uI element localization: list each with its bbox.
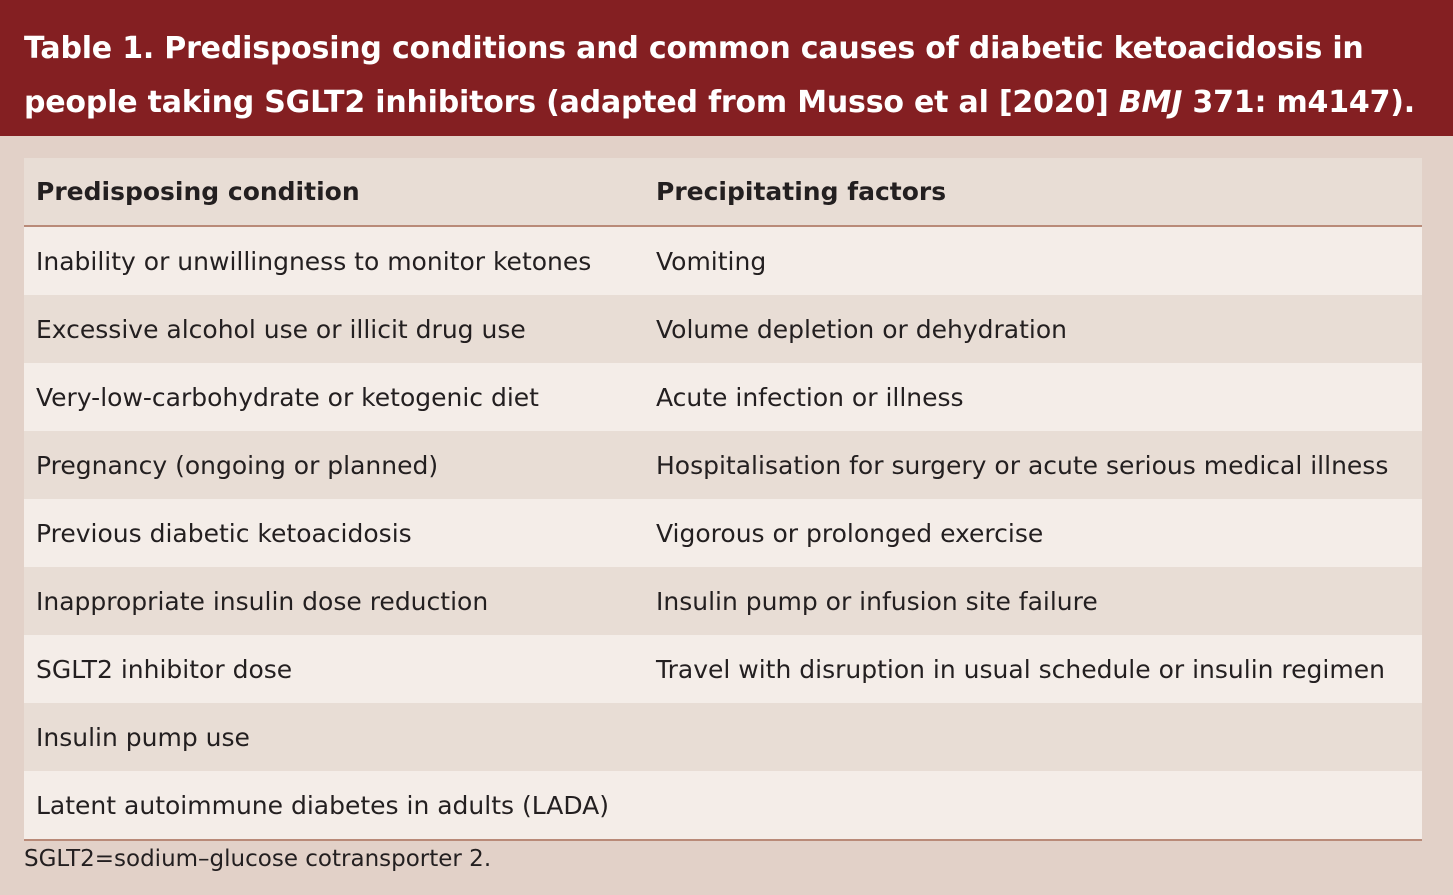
title-line-2 (24, 76, 1433, 130)
table-row (24, 635, 1422, 703)
table-row (24, 499, 1422, 567)
condition-cell: Insulin pump use (36, 722, 250, 752)
table-row (24, 295, 1422, 363)
table-row (24, 703, 1422, 771)
table-row (24, 363, 1422, 431)
factor-cell: Vigorous or prolonged exercise (656, 518, 1044, 548)
conditions-table (24, 158, 1422, 839)
condition-cell: Previous diabetic ketoacidosis (36, 518, 412, 548)
condition-cell: SGLT2 inhibitor dose (36, 654, 293, 684)
table-row (24, 227, 1422, 295)
table-footnote: SGLT2=sodium–glucose cotransporter 2. (24, 846, 492, 872)
title-line-1: Table 1. Predisposing conditions and common causes of diabetic ketoacidosis in (24, 31, 1364, 66)
header-precipitating-factors: Precipitating factors (656, 177, 947, 206)
condition-cell: Pregnancy (ongoing or planned) (36, 450, 439, 480)
title-line-2-suffix: 371: m4147). (1182, 85, 1415, 120)
factor-cell: Hospitalisation for surgery or acute serious medical illness (656, 450, 1389, 480)
condition-cell: Latent autoimmune diabetes in adults (LADA) (36, 790, 610, 820)
table-row (24, 567, 1422, 635)
factor-cell: Volume depletion or dehydration (656, 314, 1067, 344)
header-predisposing-condition: Predisposing condition (36, 177, 360, 206)
condition-cell: Inappropriate insulin dose reduction (36, 586, 489, 616)
table-title (0, 0, 1453, 136)
condition-cell: Excessive alcohol use or illicit drug use (36, 314, 526, 344)
condition-cell: Inability or unwillingness to monitor ketones (36, 246, 592, 276)
factor-cell: Travel with disruption in usual schedule or insulin regimen (656, 654, 1385, 684)
condition-cell: Very-low-carbohydrate or ketogenic diet (36, 382, 539, 412)
factor-cell: Acute infection or illness (656, 382, 964, 412)
title-line-2-prefix: people taking SGLT2 inhibitors (adapted from Musso et al [2020] (24, 85, 1119, 120)
title-journal: BMJ (1118, 85, 1183, 120)
factor-cell: Insulin pump or infusion site failure (656, 586, 1098, 616)
table-bottom-rule (24, 839, 1422, 841)
factor-cell: Vomiting (656, 246, 767, 276)
table-row (24, 431, 1422, 499)
table-row (24, 771, 1422, 839)
table-header-row (24, 158, 1422, 227)
